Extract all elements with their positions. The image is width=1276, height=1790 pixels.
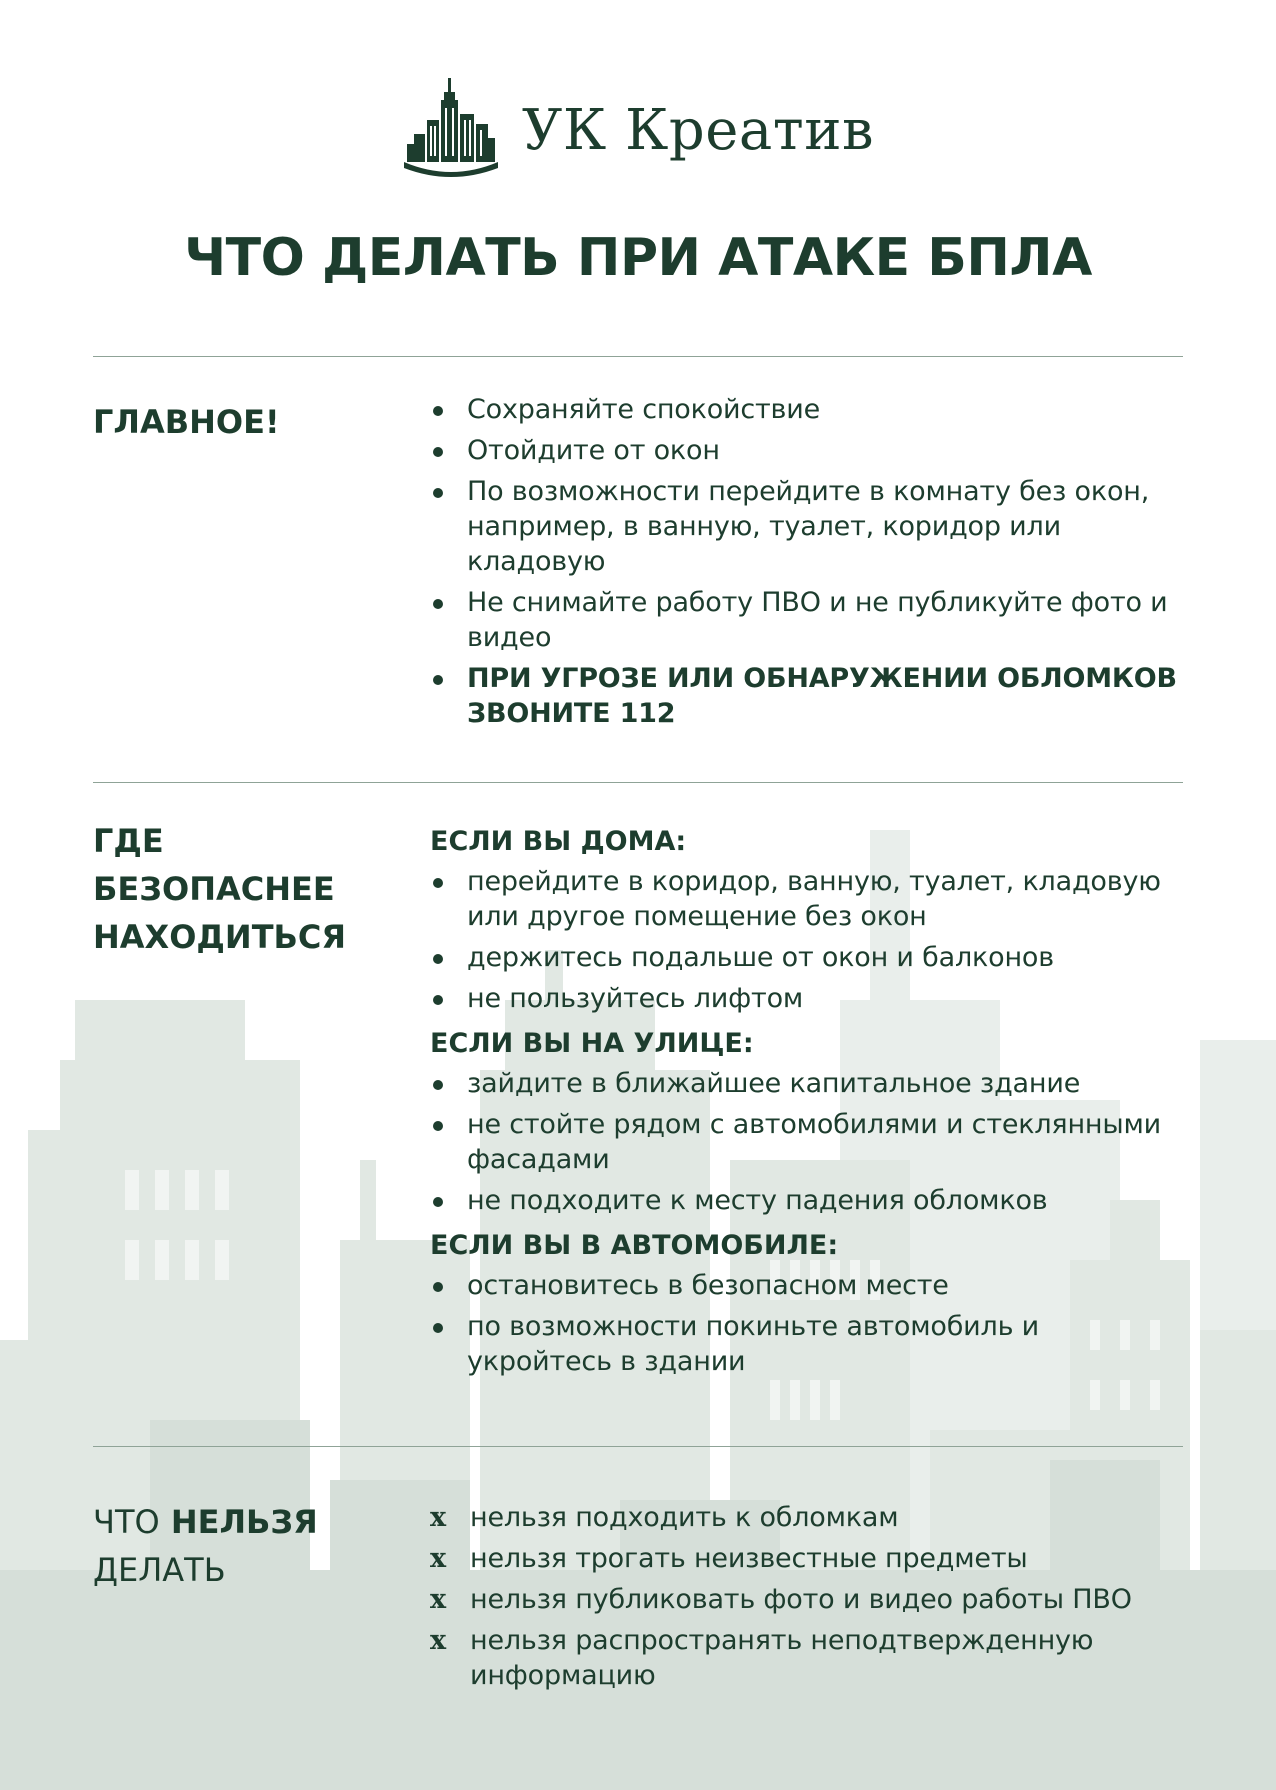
emergency-call-item: ПРИ УГРОЗЕ ИЛИ ОБНАРУЖЕНИИ ОБЛОМКОВ ЗВОНИТЕ 112: [430, 661, 1190, 731]
divider: [93, 1446, 1183, 1447]
list-item: Сохраняйте спокойствие: [430, 392, 1190, 427]
divider: [93, 356, 1183, 357]
group-heading-street: ЕСЛИ ВЫ НА УЛИЦЕ:: [430, 1028, 754, 1059]
section-forbidden-label: ЧТО НЕЛЬЗЯ ДЕЛАТЬ: [93, 1503, 318, 1589]
list-item: не стойте рядом с автомобилями и стеклянными фасадами: [430, 1107, 1190, 1177]
list-item: перейдите в коридор, ванную, туалет, кладовую или другое помещение без окон: [430, 864, 1190, 934]
divider: [93, 782, 1183, 783]
brand-name: УК Креатив: [521, 97, 875, 163]
brand-logo: [0, 78, 1276, 182]
cross-icon: x: [430, 1584, 446, 1615]
list-item: не пользуйтесь лифтом: [430, 981, 1190, 1016]
list-item: x нельзя подходить к обломкам: [430, 1502, 899, 1533]
section-safe-list: [430, 824, 1190, 1385]
list-item: остановитесь в безопасном месте: [430, 1268, 1190, 1303]
cross-icon: x: [430, 1502, 446, 1533]
list-item: x нельзя распространять неподтвержденную информацию: [430, 1625, 1094, 1691]
section-main-list: [430, 392, 1190, 737]
list-item: По возможности перейдите в комнату без окон, например, в ванную, туалет, коридор или кладовую: [430, 474, 1190, 579]
cross-icon: x: [430, 1625, 446, 1656]
list-item: x нельзя трогать неизвестные предметы: [430, 1543, 1028, 1574]
section-safe-label: ГДЕ БЕЗОПАСНЕЕ НАХОДИТЬСЯ: [93, 822, 347, 956]
group-heading-home: ЕСЛИ ВЫ ДОМА:: [430, 826, 687, 857]
city-skyline-logo-icon: [402, 78, 500, 182]
cross-icon: x: [430, 1543, 446, 1574]
section-forbidden-list: [430, 1500, 1190, 1699]
page-title: ЧТО ДЕЛАТЬ ПРИ АТАКЕ БПЛА: [184, 228, 1092, 288]
group-heading-car: ЕСЛИ ВЫ В АВТОМОБИЛЕ:: [430, 1230, 839, 1261]
list-item: по возможности покиньте автомобиль и укройтесь в здании: [430, 1309, 1190, 1379]
list-item: держитесь подальше от окон и балконов: [430, 940, 1190, 975]
list-item: x нельзя публиковать фото и видео работы ПВО: [430, 1584, 1132, 1615]
list-item: не подходите к месту падения обломков: [430, 1183, 1190, 1218]
list-item: зайдите в ближайшее капитальное здание: [430, 1066, 1190, 1101]
list-item: Отойдите от окон: [430, 433, 1190, 468]
list-item: Не снимайте работу ПВО и не публикуйте фото и видео: [430, 585, 1190, 655]
section-main-label: ГЛАВНОЕ!: [93, 403, 280, 441]
